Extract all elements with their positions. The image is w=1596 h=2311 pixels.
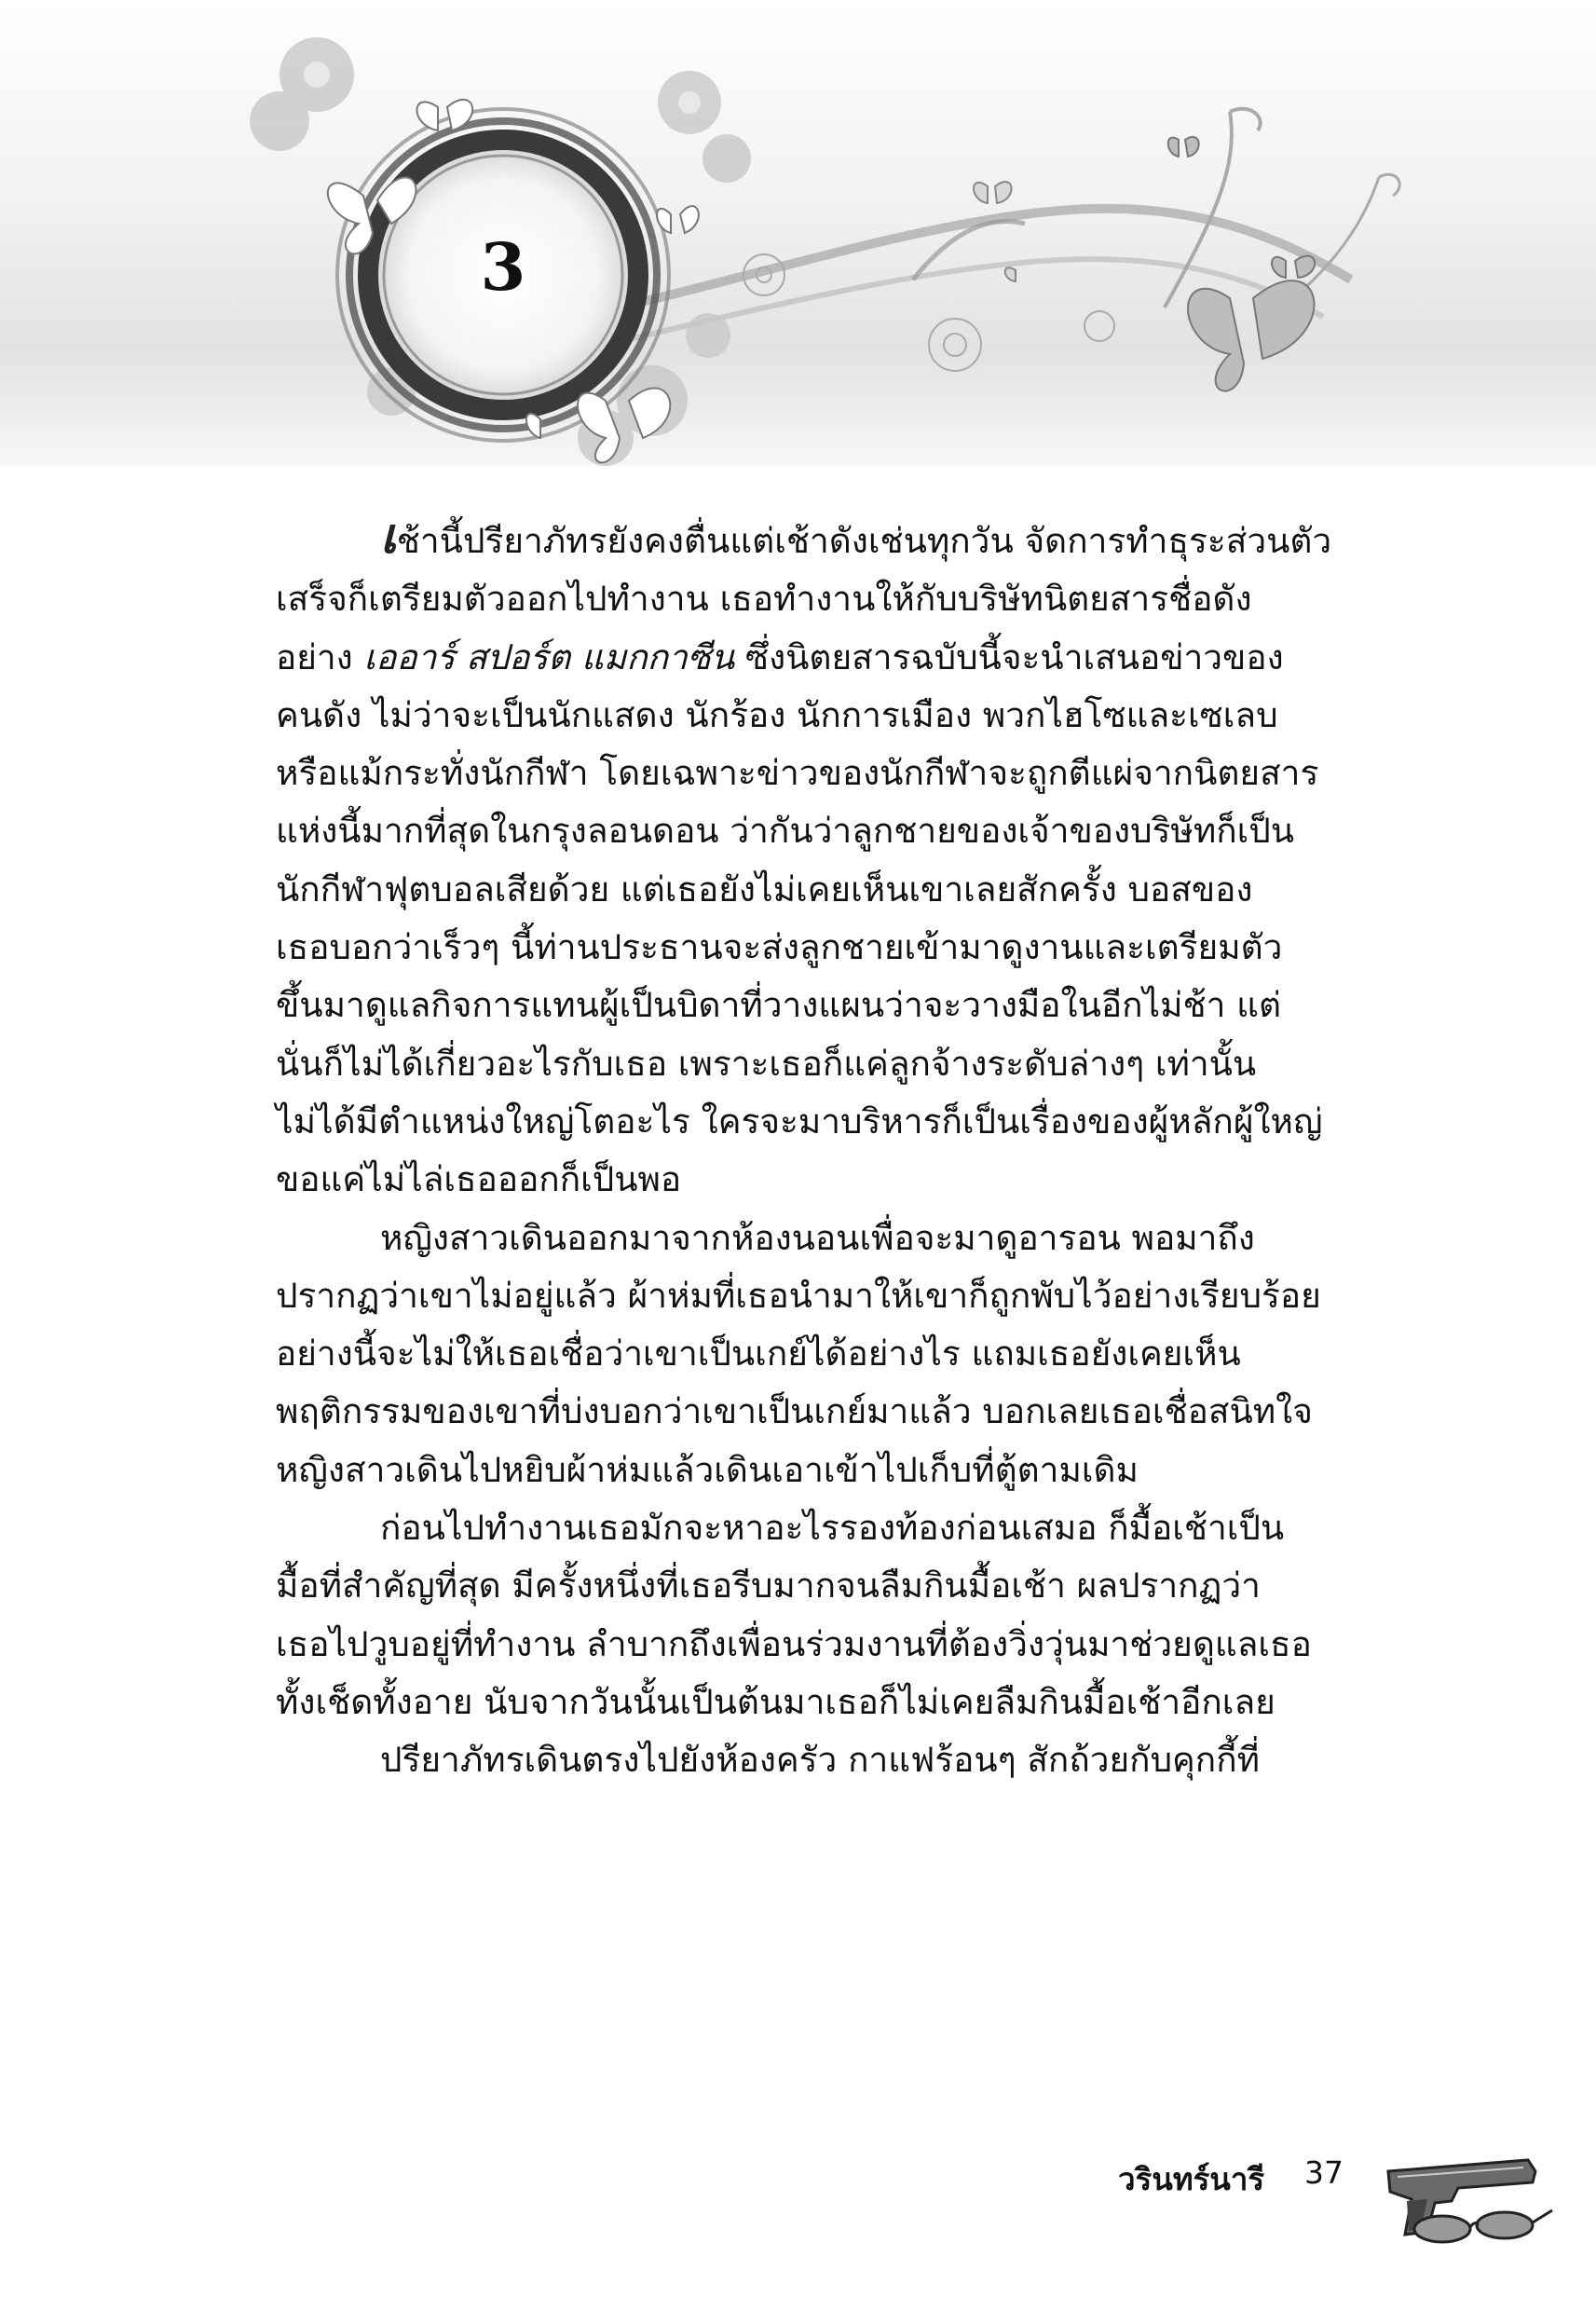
text-line: หญิงสาวเดินออกมาจากห้องนอนเพื่อจะมาดูอารอน พอมาถึง: [380, 1217, 1255, 1258]
paragraph: [276, 1210, 1407, 1499]
magazine-name: เออาร์ สปอร์ต แมกกาซีน: [363, 636, 735, 677]
pistol-sunglasses-icon: [1370, 2143, 1556, 2246]
text-line: อย่างนี้จะไม่ให้เธอเชื่อว่าเขาเป็นเกย์ได้อย่างไร แถมเธอยังเคยเห็น: [276, 1333, 1241, 1374]
text-line: ปรากฏว่าเขาไม่อยู่แล้ว ผ้าห่มที่เธอนำมาให้เขาก็ถูกพับไว้อย่างเรียบร้อย: [276, 1275, 1321, 1316]
text-line: เธอบอกว่าเร็วๆ นี้ท่านประธานจะส่งลูกชายเข้ามาดูงานและเตรียมตัว: [276, 927, 1283, 968]
text-line: พฤติกรรมของเขาที่บ่งบอกว่าเขาเป็นเกย์มาแล้ว บอกเลยเธอเชื่อสนิทใจ: [276, 1391, 1313, 1432]
text-line: เช้านี้ปรียาภัทรยังคงตื่นแต่เช้าดังเช่นทุกวัน จัดการทำธุระส่วนตัว: [380, 508, 1332, 565]
text-line: มื้อที่สำคัญที่สุด มีครั้งหนึ่งที่เธอรีบมากจนลืมกินมื้อเช้า ผลปรากฏว่า: [276, 1566, 1261, 1607]
text-line: หรือแม้กระทั่งนักกีฬา โดยเฉพาะข่าวของนักกีฬาจะถูกตีแผ่จากนิตยสาร: [276, 753, 1319, 794]
text-line: หญิงสาวเดินไปหยิบผ้าห่มแล้วเดินเอาเข้าไปเก็บที่ตู้ตามเดิม: [276, 1449, 1139, 1490]
text-line: ขึ้นมาดูแลกิจการแทนผู้เป็นบิดาที่วางแผนว่าจะวางมือในอีกไม่ช้า แต่: [276, 985, 1282, 1026]
text-line: เสร็จก็เตรียมตัวออกไปทำงาน เธอทำงานให้กับบริษัทนิตยสารชื่อดัง: [276, 579, 1252, 620]
text-line: นั่นก็ไม่ได้เกี่ยวอะไรกับเธอ เพราะเธอก็แค่ลูกจ้างระดับล่างๆ เท่านั้น: [276, 1043, 1257, 1084]
text-line: ไม่ได้มีตำแหน่งใหญ่โตอะไร ใครจะมาบริหารก็เป็นเรื่องของผู้หลักผู้ใหญ่: [276, 1101, 1323, 1142]
text-line: ขอแค่ไม่ไล่เธอออกก็เป็นพอ: [276, 1159, 682, 1200]
text-line: เธอไปวูบอยู่ที่ทำงาน ลำบากถึงเพื่อนร่วมงานที่ต้องวิ่งวุ่นมาช่วยดูแลเธอ: [276, 1623, 1312, 1664]
drop-cap: เ: [380, 508, 397, 565]
text-line: อย่าง เออาร์ สปอร์ต แมกกาซีน ซึ่งนิตยสารฉบับนี้จะนำเสนอข่าวของ: [276, 636, 1284, 677]
body-text: [276, 508, 1407, 1790]
text-line: ปรียาภัทรเดินตรงไปยังห้องครัว กาแฟร้อนๆ สักถ้วยกับคุกกี้ที่: [380, 1740, 1261, 1781]
page-number: 37: [1304, 2154, 1344, 2191]
text-line: ก่อนไปทำงานเธอมักจะหาอะไรรองท้องก่อนเสมอ ก็มื้อเช้าเป็น: [380, 1508, 1285, 1549]
text-line: แห่งนี้มากที่สุดในกรุงลอนดอน ว่ากันว่าลูกชายของเจ้าของบริษัทก็เป็น: [276, 811, 1295, 852]
floral-ornament: [0, 0, 1596, 466]
paragraph: [276, 1731, 1407, 1789]
text-line: ทั้งเช็ดทั้งอาย นับจากวันนั้นเป็นต้นมาเธอก็ไม่เคยลืมกินมื้อเช้าอีกเลย: [276, 1681, 1275, 1722]
paragraph: [276, 1499, 1407, 1731]
page-footer: [1081, 2143, 1565, 2246]
author-name: วรินทร์นารี: [1118, 2161, 1265, 2197]
text-line: คนดัง ไม่ว่าจะเป็นนักแสดง นักร้อง นักการเมือง พวกไฮโซและเซเลบ: [276, 694, 1278, 735]
chapter-header: [0, 0, 1596, 466]
text-line: นักกีฬาฟุตบอลเสียด้วย แต่เธอยังไม่เคยเห็นเขาเลยสักครั้ง บอสของ: [276, 868, 1253, 909]
chapter-number: 3: [480, 228, 526, 306]
paragraph: [276, 508, 1407, 1210]
